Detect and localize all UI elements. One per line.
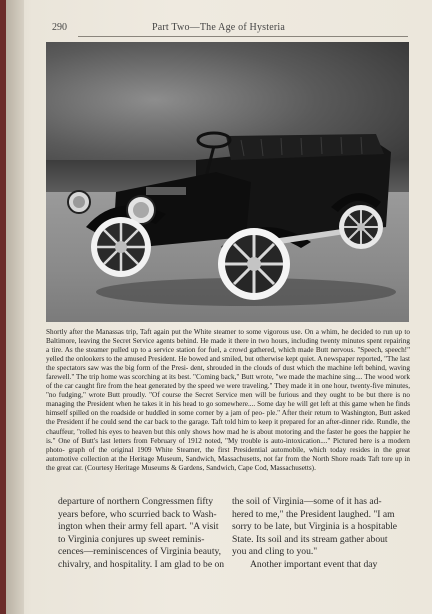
body-line: departure of northern Congressmen fifty [58, 496, 214, 507]
caption-line: but otherwise kept quiet. A newspaper reported, "The last the spectators saw was the big form of the Presi- [46, 355, 411, 373]
caption-line: but this only shows how mad he is about motoring and the faster he goes the happier he is." One of Butt's last [46, 427, 411, 445]
body-line: years before, who scurried back to Wash- [58, 508, 217, 520]
caption-line: Shortly after the Manassas trip, Taft again put the White steamer to some vigorous use. On a whim, he decided [46, 328, 373, 336]
body-line: hered to me," the President laughed. "I am [232, 508, 395, 520]
caption-line: made Butt nervous. "Speech, speech!" yelled the onlookers to the amused President. He bowed and smiled, [46, 346, 411, 364]
front-wheel [91, 217, 151, 277]
caption-line: to run up to Baltimore, leaving the Secret Service agents behind. He made it there in two hours, including twenty [46, 328, 410, 346]
body-line: chivalry, and hospitality. I am glad to be on [58, 558, 225, 570]
far-rear-wheel [339, 205, 383, 249]
caption-line: automotive collection at the Heritage Museum, Sandwich, Massachusetts, not far from the North Shore roads [46, 454, 366, 463]
caption-line: graph of the original 1909 White Steamer, the first Presidential automobile, which today resides in the great [68, 445, 410, 454]
caption-line: letters from February of 1912 noted, "My trouble is auto-intoxication...." Pictured here is a modern photo- [46, 436, 410, 454]
caption-line: Taft tore up in the great car. (Courtesy Heritage Museums & Gardens, Sandwich, Cape Cod, Massachusetts). [46, 454, 411, 472]
header-rule [78, 36, 408, 37]
body-line: ington when their army fell apart. "A visit [58, 521, 219, 533]
photo-caption [46, 328, 410, 473]
caption-line: to be but there is no managing the President when he takes it in his head to go somewhere.... Some day he will [46, 391, 410, 409]
caption-line: caught fire from the heat generated by the speed we were traveling." They made it in one hour, twenty-five [75, 382, 384, 391]
book-page [6, 0, 432, 614]
caption-line: scorching at its best. "Coming back," Butt wrote, "we made the machine sing.... The wood work of the car [46, 373, 411, 391]
body-line: Another important event that day [250, 558, 378, 570]
rear-wheel [218, 228, 290, 300]
body-line: to Virginia conjures up sweet reminis- [58, 533, 205, 545]
caption-line: dent, shrouded in the clouds of dust which the machine left behind, waving farewell." The trip home was [46, 364, 410, 382]
body-line: State. Its soil and its stream gather about [232, 533, 388, 545]
body-line: sorry to be late, but Virginia is a hospitable [232, 521, 398, 533]
running-title: Part Two—The Age of Hysteria [152, 22, 286, 33]
caption-line: Taft told him to keep it prepared for an after-dinner ride. Rundle, the chauffeur, "rolled his eyes to heaven [46, 418, 411, 436]
body-line: you and cling to you." [232, 546, 318, 558]
book-spine-shadow [6, 0, 24, 614]
body-line: cences—reminiscences of Virginia beauty, [58, 546, 222, 558]
car-photograph [46, 42, 409, 322]
caption-line: get left at this game when he finds himself spilled on the roadside or huddled in some corner by a jam of peo- [46, 400, 410, 418]
body-column-right [232, 496, 402, 572]
steam-car-illustration [46, 42, 409, 322]
body-column-left [58, 496, 228, 572]
caption-line: minutes spent repairing a tire. As the steamer pulled up to a service station for fuel, a crowd gathered, which [46, 337, 410, 355]
caption-line: ple." After their return to Washington, Butt asked the President if he could send the car back to the garage. [46, 409, 411, 427]
running-header [52, 22, 408, 36]
page-number: 290 [52, 22, 67, 33]
caption-line: minutes, "no fudging," wrote Butt proudly. "Of course the Secret Service men will be furious and they ought [46, 382, 411, 400]
body-line: the soil of Virginia—some of it has ad- [232, 496, 382, 507]
